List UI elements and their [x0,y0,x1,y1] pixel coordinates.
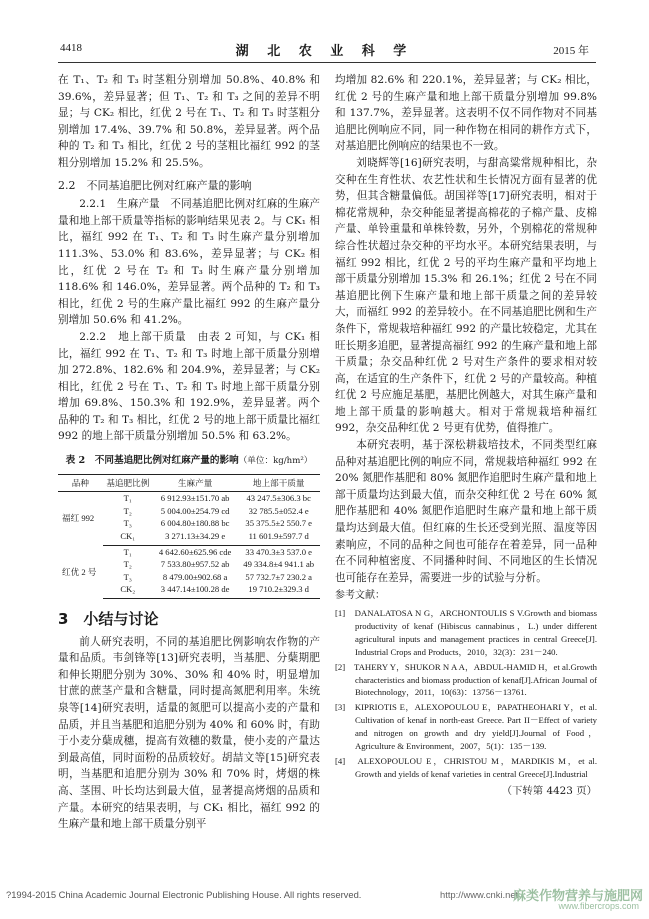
paragraph-dry-weight [58,329,320,445]
col-header-ratio: 基追肥比例 [103,474,153,492]
treatment-cell: T₁ [123,546,132,557]
dry-weight-cell: 35 375.5±2 550.7 e [245,518,312,529]
page-number: 4418 [60,42,82,54]
treatment-cell: T₁ [123,493,132,504]
paragraph-hybrid-comparison: 刘晓辉等[16]研究表明，与甜高粱常规种相比，杂交种在生育性状、农艺性状和生长情况方面有显著的优势，但其含糖量偏低。胡国祥等[17]研究表明，相对于棉花常规种，杂交种能显著提高棉花的子棉产量、皮棉产量、单铃重量和单株铃数，另外，个别棉花的常规种综合性状超过杂交种的平均水平。本研究结果表明，与福红 992 相比，红优 2 号的平均生麻产量和平均地上部干质量分别增加 15.3% 和 26.1%；红优 2 号在不同基追肥比例下生麻产量和地上部干质量之间的差异较大，而福红 992 的差异较小。在不同基追肥比例和生产条件下，常规栽培种福红 992 的产量比较稳定，尤其在旺长期多追肥，显著提高福红 992 的生麻产量和地上部干质量；杂交品种红优 2 号对生产条件的要求相对较高，在适宜的生产条件下，红优 2 号的产量较高。种植红优 2 号应施足基肥，基肥比例越大，对其生麻产量和地上部干质量的影响越大。相对于常规栽培种福红 992，杂交品种红优 2 号更有优势，值得推广。 [335,156,597,435]
dry-weight-cell: 32 785.5±052.4 e [248,505,309,516]
table-title: 表 2 不同基追肥比例对红麻产量的影响 [65,455,239,467]
table-row [58,545,320,558]
journal-title: 湖 北 农 业 科 学 [235,44,414,59]
dry-weight-cell: 33 470.3±3 537.0 e [245,546,312,557]
col-header-dry-weight: 地上部干质量 [237,474,320,492]
paragraph-fresh-yield [58,196,320,329]
subsection-heading-2-2-2: 2.2.2 地上部干质量 [79,330,187,343]
col-header-fresh-yield: 生麻产量 [153,474,238,492]
treatment-cell: T₂ [123,559,132,570]
treatment-cell: T₃ [123,518,132,529]
continued-note: （下转第 4423 页） [501,784,597,797]
cnki-link[interactable]: http://www.cnki.net [440,889,519,900]
fresh-yield-cell: 6 912.93±151.70 ab [160,493,230,504]
subsection-heading-2-2-1: 2.2.1 生麻产量 [79,198,160,211]
fresh-yield-cell: 5 004.00±254.79 cd [160,505,230,516]
fresh-yield-cell: 3 271.13±34.29 e [153,530,238,545]
dry-weight-cell: 19 710.2±329.3 d [237,583,320,598]
paragraph-discussion: 前人研究表明，不同的基追肥比例影响农作物的产量和品质。韦剑锋等[13]研究表明，当基肥、分蘖期肥和伸长期肥分别为 30%、30% 和 40% 时，明显增加甘蔗的蔗茎产量和含糖量，同时提高氮肥利用率。朱统泉等[14]研究表明，适量的氮肥可以提高小麦的产量和品质，并且当基肥和追肥分别为 40% 和 60% 时，有助于小麦分蘖成穗，提高有效穗的数量，使小麦的产量达到最高值，同时面粉的品质较好。胡喆文等[15]研究表明，当基肥和追肥分别为 30% 和 70% 时，烤烟的株高、茎围、叶长均达到最大值，显著提高烤烟的品质和产量。本研究的结果表明，与 CK₁ 相比，福红 992 的生麻产量和地上部干质量分别平 [58,635,320,831]
dry-weight-cell: 43 247.5±306.3 bc [246,493,311,504]
table-row [58,492,320,505]
copyright-notice: ?1994-2015 China Academic Journal Electronic Publishing House. All rights reserved. [6,889,362,900]
site-watermark: 麻类作物营养与施肥网 [512,888,643,903]
fresh-yield-cell: 4 642.60±625.96 cde [158,546,232,557]
section-heading-3: 3 小结与讨论 [58,610,159,628]
section-heading-2-2: 2.2 不同基追肥比例对红麻产量的影响 [58,178,252,192]
table-caption [58,453,320,470]
fresh-yield-cell: 3 447.14±100.28 de [153,583,238,598]
fresh-yield-cell: 7 533.80±957.52 ab [160,559,230,570]
page-header [0,38,649,60]
page-footer [0,887,649,911]
col-header-variety: 品种 [58,474,103,492]
right-column [335,72,597,799]
yield-table [58,474,320,599]
treatment-cell: T₃ [123,571,132,582]
treatment-cell: T₂ [123,505,132,516]
fresh-yield-cell: 8 479.00±902.68 a [162,571,228,582]
dry-weight-cell: 57 732.7±7 230.2 a [245,571,312,582]
dry-weight-cell: 49 334.8±4 941.1 ab [243,559,315,570]
paragraph-stem-diameter: 在 T₁、T₂ 和 T₃ 时茎粗分别增加 50.8%、40.8% 和 39.6%，差异显著；但 T₁、T₂ 和 T₃ 之间的差异不明显；与 CK₂ 相比，红优 2 号在 T₁、T₂ 和 T₃ 时茎粗分别增加 17.4%、39.7% 和 50.8%，差异显著。两个品种的 T₂ 和 T₃ 相比，红优 2 号的茎粗比福红 992 的茎粗分别增加 15.2% 和 25.5%。 [58,74,320,169]
variety-cell: 红优 2 号 [62,566,97,577]
reference-item: [3] KIPRIOTIS E，ALEXOPOULOU E，PAPATHEOHARI Y，et al. Cultivation of kenaf in north-east Greece. Part II－Effect of variety and nitrogen on growth and dry yield[J].Journal of Food，Agriculture & Environment，2007，5(1)：135－139. [335,702,597,752]
issue-year: 2015 年 [553,45,589,57]
table-header-row [58,474,320,492]
paragraph-text: 由表 2 可知，与 CK₁ 相比，福红 992 在 T₁、T₂ 和 T₃ 时地上部干质量分别增加 272.8%、182.6% 和 204.9%，差异显著；与 CK₂ 相比，红优 2 号在 T₁、T₂ 和 T₃ 时地上部干质量分别增加 69.8%、150.3% 和 192.9%，差异显著。两个品种的 T₂ 和 T₃ 相比，红优 2 号的地上部干质量比福红 992 的地上部干质量分别增加 50.5% 和 63.2%。 [58,330,320,443]
variety-cell: 福红 992 [62,513,95,524]
watermark-url: www.fibercrops.com [558,901,639,911]
left-column [58,72,320,833]
fresh-yield-cell: 6 004.80±180.88 bc [160,518,230,529]
dry-weight-cell: 11 601.9±597.7 d [237,530,320,545]
paragraph-text: 不同基追肥比例对红麻的生麻产量和地上部干质量等指标的影响结果见表 2。与 CK₁ 相比，福红 992 在 T₁、T₂ 和 T₃ 时生麻产量分别增加 111.3%、53.0% 和 83.6%，差异显著；与 CK₂ 相比，红优 2 号在 T₂ 和 T₃ 时生麻产量分别增加 118.6% 和 146.0%，差异显著。两个品种的 T₂ 和 T₃ 相比，红优 2 号的生麻产量比福红 992 的生麻产量分别增加 50.6% 和 41.2%。 [58,198,320,327]
header-rule [58,62,596,63]
paragraph-discussion-cont: 均增加 82.6% 和 220.1%，差异显著；与 CK₂ 相比，红优 2 号的生麻产量和地上部干质量分别增加 99.8% 和 137.7%，差异显著。这表明不仅不同作物对不同基追肥比例响应不同，同一种作物在相同的耕作方式下，对基追肥比例响应的结果也不一致。 [335,74,597,153]
paragraph-conclusion: 本研究表明，基于深松耕栽培技术，不同类型红麻品种对基追肥比例的响应不同，常规栽培种福红 992 在 20% 氮肥作基肥和 80% 氮肥作追肥时生麻产量和地上部干质量均达到最大值，而杂交种红优 2 号在 60% 氮肥作基肥和 40% 氮肥作追肥时生麻产量和地上部干质量均达到最大值。但红麻的生长还受到光照、温度等因素响应，不同的品种之间也可能存在着差异，同一品种在不同种植密度、不同播种时间、不同地区的生长情况也可能存在差异，需要进一步的试验与分析。 [335,439,597,584]
reference-item: [2] TAHERY Y，SHUKOR N A A，ABDUL-HAMID H，et al.Growth characteristics and biomass production of kenaf[J].African Journal of Biotechnology，2011，10(63)：13756－13761. [335,661,597,698]
table-unit: （单位：kg/hm²） [238,456,313,467]
reference-item: [4] ALEXOPOULOU E，CHRISTOU M，MARDIKIS M，et al. Growth and yields of kenaf varieties in central Greece[J].Industrial [335,755,597,779]
treatment-cell: CK₂ [103,583,153,598]
reference-item: [1] DANALATOSA N G，ARCHONTOULIS S V.Growth and biomass productivity of kenaf (Hibiscus cannabinus，L.) under different agricultural inputs and management practices in central Greece[J]. Industrial Crops and Products，2010，32(3)：231－240. [335,608,597,657]
references-heading: 参考文献： [335,590,385,602]
treatment-cell: CK₁ [103,530,153,545]
